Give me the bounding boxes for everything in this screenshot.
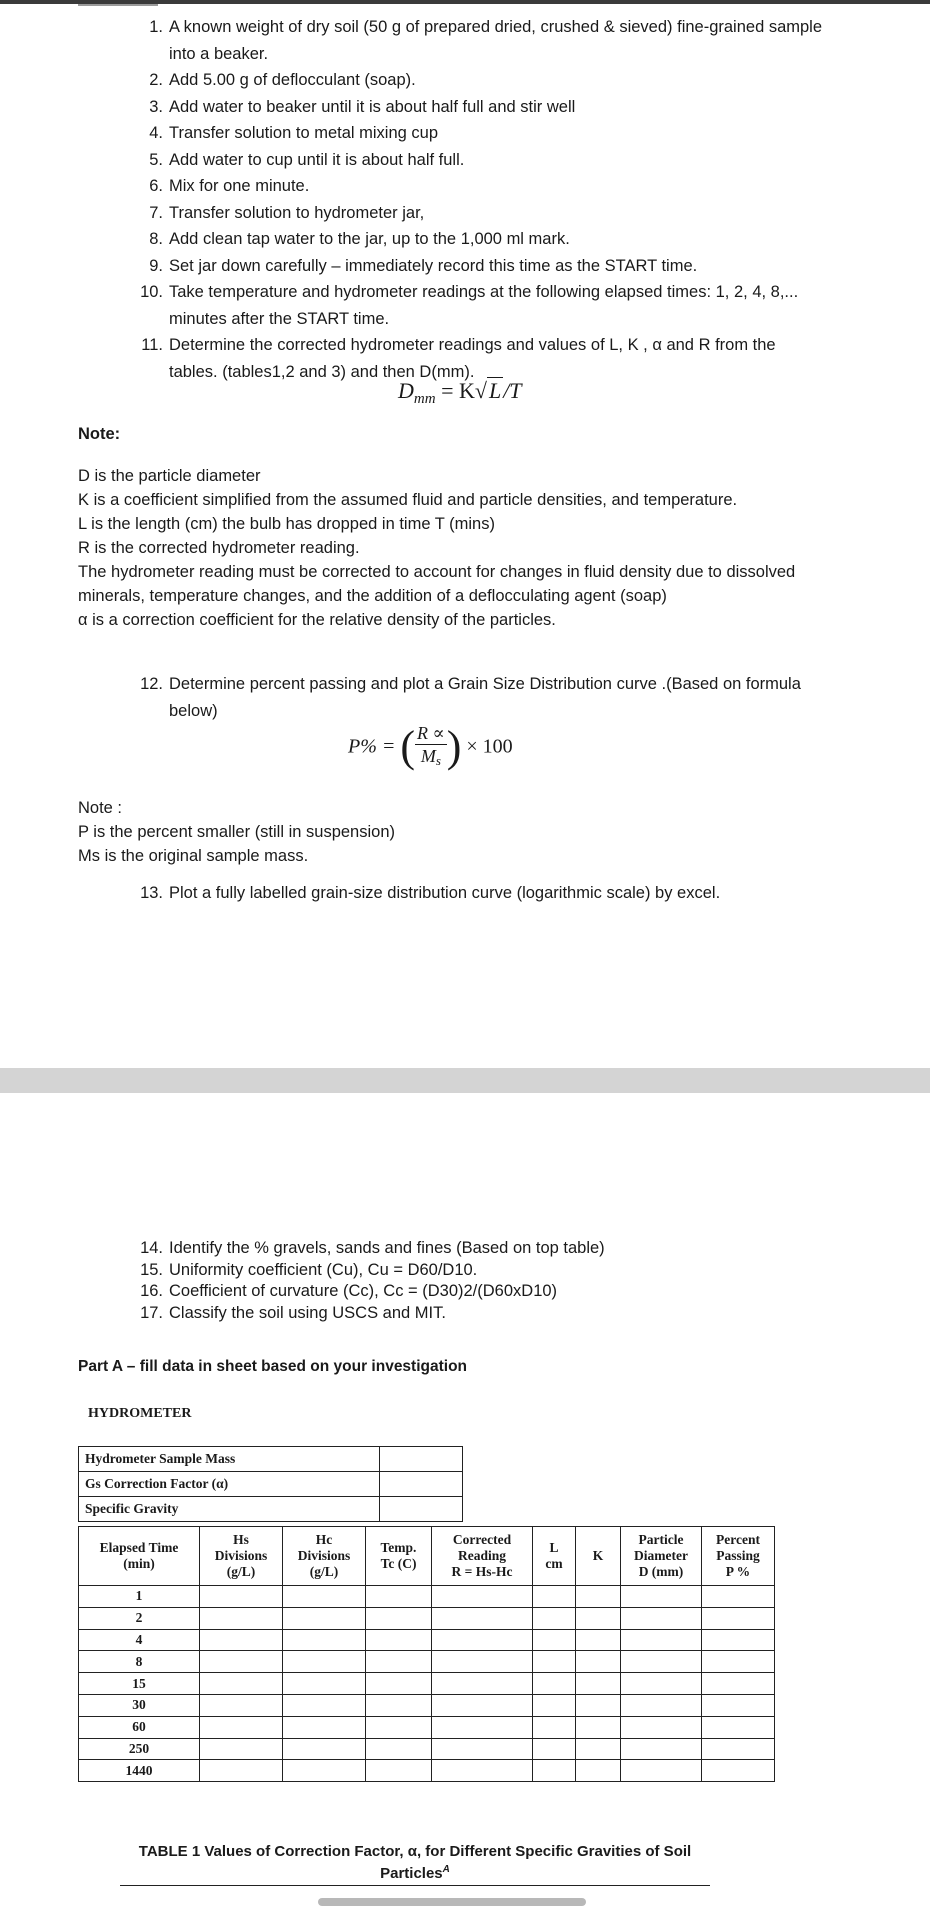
data-entry-cell[interactable] (432, 1629, 533, 1651)
note-1-line: L is the length (cm) the bulb has dropped in time T (mins) (78, 515, 495, 533)
data-entry-cell[interactable] (576, 1673, 621, 1695)
clipped-text-remnant (78, 4, 158, 6)
table-row (79, 1629, 775, 1651)
note-1-line: The hydrometer reading must be corrected to account for changes in fluid density due to dissolved minerals, temperature changes, and the addition of a deflocculating agent (soap) (78, 563, 796, 605)
data-entry-cell[interactable] (702, 1673, 775, 1695)
steps-list-1-11 (133, 14, 823, 385)
column-header: Percent Passing P % (702, 1527, 775, 1586)
data-entry-cell[interactable] (576, 1586, 621, 1608)
step-8: 8. Add clean tap water to the jar, up to the 1,000 ml mark. (149, 230, 570, 248)
data-entry-cell[interactable] (533, 1651, 576, 1673)
hydrometer-readings-table (78, 1526, 775, 1782)
elapsed-time-cell: 1 (79, 1586, 200, 1608)
data-entry-cell[interactable] (200, 1607, 283, 1629)
data-entry-cell[interactable] (621, 1586, 702, 1608)
data-entry-cell[interactable] (366, 1694, 432, 1716)
part-a-heading: Part A – fill data in sheet based on your investigation (78, 1358, 468, 1375)
step-4: 4. Transfer solution to metal mixing cup (149, 124, 439, 142)
step-14: 14. Identify the % gravels, sands and fines (Based on top table) (140, 1239, 605, 1257)
formula-p-lhs: P% = (348, 735, 396, 758)
data-entry-cell[interactable] (432, 1607, 533, 1629)
step-10: 10. Take temperature and hydrometer readings at the following elapsed times: 1, 2, 4, 8,... minutes after the START time. (140, 283, 799, 328)
step-12: 12. Determine percent passing and plot a Grain Size Distribution curve .(Based on formula below) (140, 675, 801, 720)
data-entry-cell[interactable] (366, 1607, 432, 1629)
note-1-line: K is a coefficient simplified from the assumed fluid and particle densities, and temperature. (78, 491, 738, 509)
data-entry-cell[interactable] (283, 1629, 366, 1651)
step-17: 17. Classify the soil using USCS and MIT. (140, 1303, 446, 1322)
step-16: 16. Coefficient of curvature (Cc), Cc = (D30)2/(D60xD10) (140, 1282, 558, 1300)
diameter-formula: $D_{mm} = K√L/T$ (398, 378, 522, 407)
data-entry-cell[interactable] (576, 1760, 621, 1782)
property-row (79, 1447, 463, 1472)
note-2-line: Ms is the original sample mass. (78, 847, 309, 865)
data-entry-cell[interactable] (432, 1586, 533, 1608)
formula-d-lhs: D (398, 378, 414, 403)
sample-properties-table (78, 1446, 463, 1522)
column-header: Corrected Reading R = Hs-Hc (432, 1527, 533, 1586)
step-12-list (133, 671, 823, 724)
data-entry-cell[interactable] (702, 1651, 775, 1673)
data-entry-cell[interactable] (283, 1716, 366, 1738)
data-entry-cell[interactable] (533, 1760, 576, 1782)
table-row (79, 1673, 775, 1695)
note-1-body (78, 464, 838, 632)
step-13: 13. Plot a fully labelled grain-size distribution curve (logarithmic scale) by excel. (140, 884, 721, 902)
note-1-line: R is the corrected hydrometer reading. (78, 539, 360, 557)
steps-list-14-17 (133, 1238, 823, 1324)
data-entry-cell[interactable] (432, 1673, 533, 1695)
data-entry-cell[interactable] (533, 1607, 576, 1629)
note-1-title: Note: (78, 425, 121, 443)
data-entry-cell[interactable] (366, 1586, 432, 1608)
elapsed-time-cell: 8 (79, 1651, 200, 1673)
data-entry-cell[interactable] (576, 1694, 621, 1716)
table-1-caption: TABLE 1 Values of Correction Factor, α, for Different Specific Gravities of Soil Particles$^A$ (120, 1843, 710, 1886)
elapsed-time-cell: 30 (79, 1694, 200, 1716)
elapsed-time-cell: 15 (79, 1673, 200, 1695)
formula-d-radicand: L (488, 378, 502, 403)
step-15: 15. Uniformity coefficient (Cu), Cu = D60/D10. (140, 1260, 478, 1279)
property-row (79, 1472, 463, 1497)
data-entry-cell[interactable] (366, 1629, 432, 1651)
data-entry-cell[interactable] (702, 1694, 775, 1716)
data-entry-cell[interactable] (366, 1716, 432, 1738)
note-1-line: α is a correction coefficient for the relative density of the particles. (78, 611, 556, 629)
formula-p-numerator: R ∝ (417, 723, 445, 743)
column-header: Particle Diameter D (mm) (621, 1527, 702, 1586)
table-row (79, 1586, 775, 1608)
data-entry-cell[interactable] (200, 1738, 283, 1760)
data-entry-cell[interactable] (576, 1629, 621, 1651)
data-entry-cell[interactable] (621, 1738, 702, 1760)
column-header: Elapsed Time (min) (79, 1527, 200, 1586)
data-entry-cell[interactable] (576, 1651, 621, 1673)
scroll-indicator[interactable] (318, 1898, 586, 1906)
data-entry-cell[interactable] (283, 1738, 366, 1760)
column-header: K (576, 1527, 621, 1586)
data-entry-cell[interactable] (432, 1760, 533, 1782)
formula-p-denominator: M (420, 746, 436, 766)
table-row (79, 1651, 775, 1673)
data-entry-cell[interactable] (366, 1651, 432, 1673)
table-row (79, 1694, 775, 1716)
data-entry-cell[interactable] (200, 1673, 283, 1695)
data-entry-cell[interactable] (366, 1738, 432, 1760)
table-row (79, 1716, 775, 1738)
step-7: 7. Transfer solution to hydrometer jar, (149, 203, 425, 222)
data-entry-cell[interactable] (702, 1716, 775, 1738)
data-entry-cell[interactable] (702, 1629, 775, 1651)
formula-p-tail: × 100 (466, 735, 513, 758)
elapsed-time-cell: 250 (79, 1738, 200, 1760)
data-entry-cell[interactable] (432, 1651, 533, 1673)
data-entry-cell[interactable] (576, 1607, 621, 1629)
elapsed-time-cell: 60 (79, 1716, 200, 1738)
data-entry-cell[interactable] (200, 1760, 283, 1782)
property-value-cell[interactable] (380, 1497, 463, 1522)
data-entry-cell[interactable] (200, 1716, 283, 1738)
table-row (79, 1738, 775, 1760)
elapsed-time-cell: 1440 (79, 1760, 200, 1782)
data-entry-cell[interactable] (283, 1651, 366, 1673)
data-entry-cell[interactable] (533, 1738, 576, 1760)
column-header: Temp. Tc (C) (366, 1527, 432, 1586)
elapsed-time-cell: 2 (79, 1607, 200, 1629)
note-1-line: D is the particle diameter (78, 467, 261, 485)
data-entry-cell[interactable] (533, 1586, 576, 1608)
data-entry-cell[interactable] (533, 1716, 576, 1738)
data-entry-cell[interactable] (283, 1760, 366, 1782)
data-entry-cell[interactable] (576, 1716, 621, 1738)
page-break-band (0, 1068, 930, 1093)
step-2: 2. Add 5.00 g of deflocculant (soap). (149, 71, 416, 89)
data-entry-cell[interactable] (621, 1651, 702, 1673)
step-11: 11. Determine the corrected hydrometer readings and values of L, K , α and R from the tables. (tables1,2 and 3) and then D(mm). (141, 336, 776, 381)
data-entry-cell[interactable] (432, 1738, 533, 1760)
data-entry-cell[interactable] (283, 1607, 366, 1629)
data-entry-cell[interactable] (621, 1629, 702, 1651)
data-entry-cell[interactable] (621, 1607, 702, 1629)
step-1: 1. A known weight of dry soil (50 g of prepared dried, crushed & sieved) fine-grained sample into a beaker. (149, 18, 823, 63)
percent-formula: P% = ( $\frac{R \propto}{Ms}$ ) × 100 (348, 722, 513, 771)
data-entry-cell[interactable] (576, 1738, 621, 1760)
note-2-line: P is the percent smaller (still in suspension) (78, 823, 395, 841)
column-header: Hc Divisions (g/L) (283, 1527, 366, 1586)
data-entry-cell[interactable] (621, 1694, 702, 1716)
property-value-cell[interactable] (380, 1472, 463, 1497)
data-entry-cell[interactable] (200, 1629, 283, 1651)
data-entry-cell[interactable] (621, 1673, 702, 1695)
data-entry-cell[interactable] (533, 1629, 576, 1651)
property-label: Specific Gravity (79, 1497, 380, 1522)
property-label: Gs Correction Factor (α) (79, 1472, 380, 1497)
data-entry-cell[interactable] (621, 1716, 702, 1738)
step-5: 5. Add water to cup until it is about half full. (149, 150, 465, 169)
formula-d-tail: /T (503, 378, 522, 403)
data-entry-cell[interactable] (432, 1694, 533, 1716)
note-2-title: Note : (78, 799, 123, 817)
property-row (79, 1497, 463, 1522)
data-entry-cell[interactable] (432, 1716, 533, 1738)
formula-p-den-sub: s (435, 753, 441, 768)
data-entry-cell[interactable] (533, 1694, 576, 1716)
property-label: Hydrometer Sample Mass (79, 1447, 380, 1472)
table-row (79, 1760, 775, 1782)
elapsed-time-cell: 4 (79, 1629, 200, 1651)
column-header: Hs Divisions (g/L) (200, 1527, 283, 1586)
formula-d-sub: mm (413, 391, 436, 407)
data-entry-cell[interactable] (200, 1651, 283, 1673)
data-entry-cell[interactable] (702, 1607, 775, 1629)
table-row (79, 1607, 775, 1629)
step-9: 9. Set jar down carefully – immediately record this time as the START time. (149, 256, 698, 275)
data-entry-cell[interactable] (366, 1760, 432, 1782)
data-entry-cell[interactable] (283, 1673, 366, 1695)
step-6: 6. Mix for one minute. (149, 177, 310, 195)
data-entry-cell[interactable] (702, 1586, 775, 1608)
step-3: 3. Add water to beaker until it is about half full and stir well (149, 97, 576, 116)
column-header: L cm (533, 1527, 576, 1586)
data-entry-cell[interactable] (200, 1694, 283, 1716)
note-2-body (78, 820, 778, 868)
data-entry-cell[interactable] (533, 1673, 576, 1695)
data-entry-cell[interactable] (702, 1760, 775, 1782)
formula-d-eq: = K (435, 378, 475, 403)
data-entry-cell[interactable] (283, 1586, 366, 1608)
data-entry-cell[interactable] (621, 1760, 702, 1782)
data-entry-cell[interactable] (702, 1738, 775, 1760)
hydrometer-label: HYDROMETER (88, 1406, 192, 1421)
data-entry-cell[interactable] (200, 1586, 283, 1608)
property-value-cell[interactable] (380, 1447, 463, 1472)
data-entry-cell[interactable] (283, 1694, 366, 1716)
step-13-list (133, 880, 823, 907)
data-entry-cell[interactable] (366, 1673, 432, 1695)
